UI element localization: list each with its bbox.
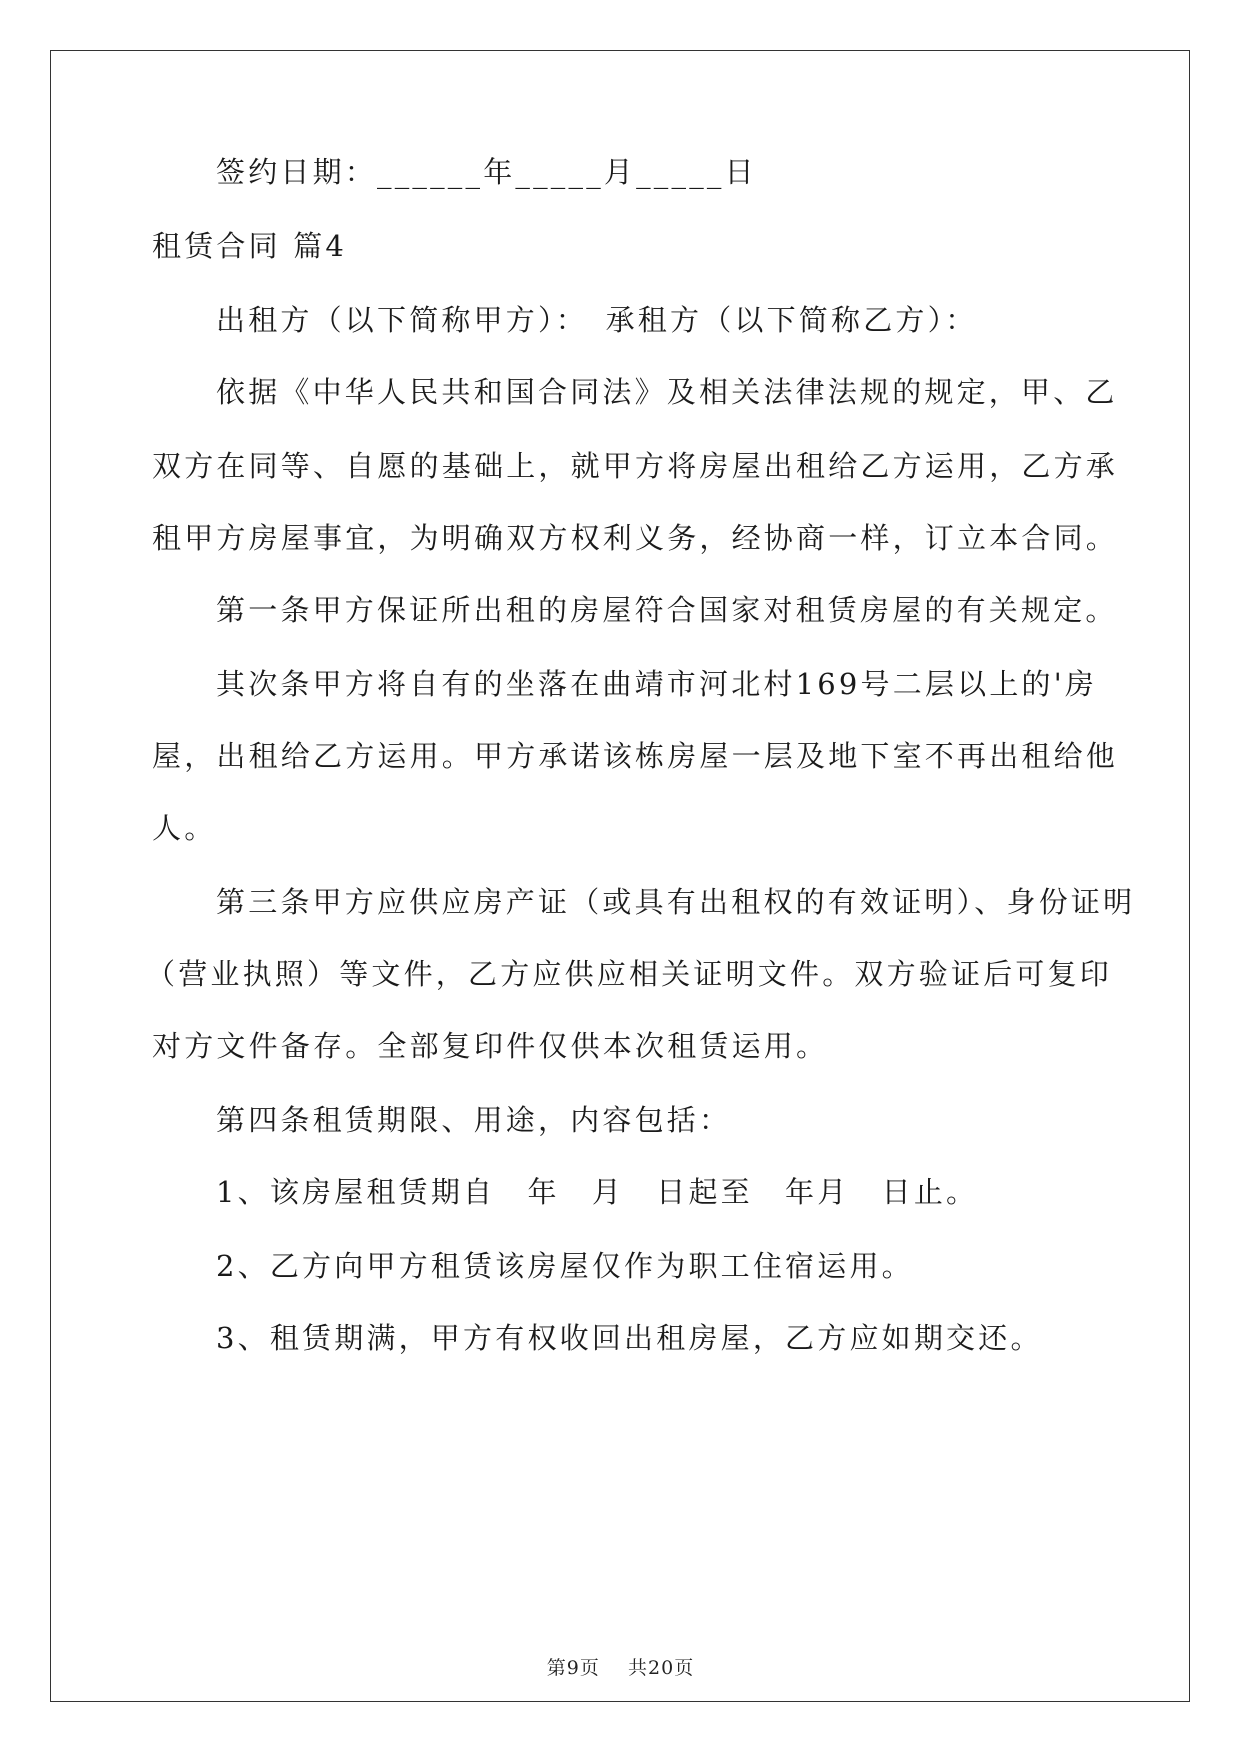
paragraph-line: 屋，出租给乙方运用。甲方承诺该栋房屋一层及地下室不再出租给他: [152, 739, 1119, 773]
clause-2-line: 其次条甲方将自有的坐落在曲靖市河北村169号二层以上的'房: [216, 667, 1098, 701]
list-item: 2、乙方向甲方租赁该房屋仅作为职工住宿运用。: [216, 1249, 914, 1283]
section-heading: 租赁合同 篇4: [152, 229, 348, 263]
paragraph-line: （营业执照）等文件，乙方应供应相关证明文件。双方验证后可复印: [146, 957, 1113, 991]
paragraph-line: 对方文件备存。全部复印件仅供本次租赁运用。: [152, 1029, 829, 1063]
total-suffix: 页: [674, 1657, 695, 1679]
total-prefix: 共: [628, 1657, 649, 1679]
paragraph-line: 双方在同等、自愿的基础上，就甲方将房屋出租给乙方运用，乙方承: [152, 449, 1119, 483]
page-footer: [0, 1656, 1241, 1680]
parties-line: 出租方（以下简称甲方）： 承租方（以下简称乙方）：: [216, 303, 978, 337]
page-border: [50, 50, 1190, 1702]
paragraph-line: 依据《中华人民共和国合同法》及相关法律法规的规定，甲、乙: [216, 375, 1118, 409]
list-item: 1、该房屋租赁期自 年 月 日起至 年月 日止。: [216, 1175, 979, 1209]
list-item: 3、租赁期满，甲方有权收回出租房屋，乙方应如期交还。: [216, 1321, 1043, 1355]
paragraph-line: 人。: [152, 811, 217, 845]
signing-date-line: 签约日期：______年_____月_____日: [216, 155, 757, 189]
clause-4-line: 第四条租赁期限、用途，内容包括：: [216, 1103, 732, 1137]
page-number: 9: [566, 1657, 580, 1679]
clause-3-line: 第三条甲方应供应房产证（或具有出租权的有效证明）、身份证明: [216, 885, 1136, 919]
page-suffix: 页: [579, 1657, 600, 1679]
page-prefix: 第: [546, 1657, 567, 1679]
clause-1-line: 第一条甲方保证所出租的房屋符合国家对租赁房屋的有关规定。: [216, 593, 1118, 627]
paragraph-line: 租甲方房屋事宜，为明确双方权利义务，经协商一样，订立本合同。: [152, 521, 1119, 555]
total-pages: 20: [648, 1657, 675, 1679]
